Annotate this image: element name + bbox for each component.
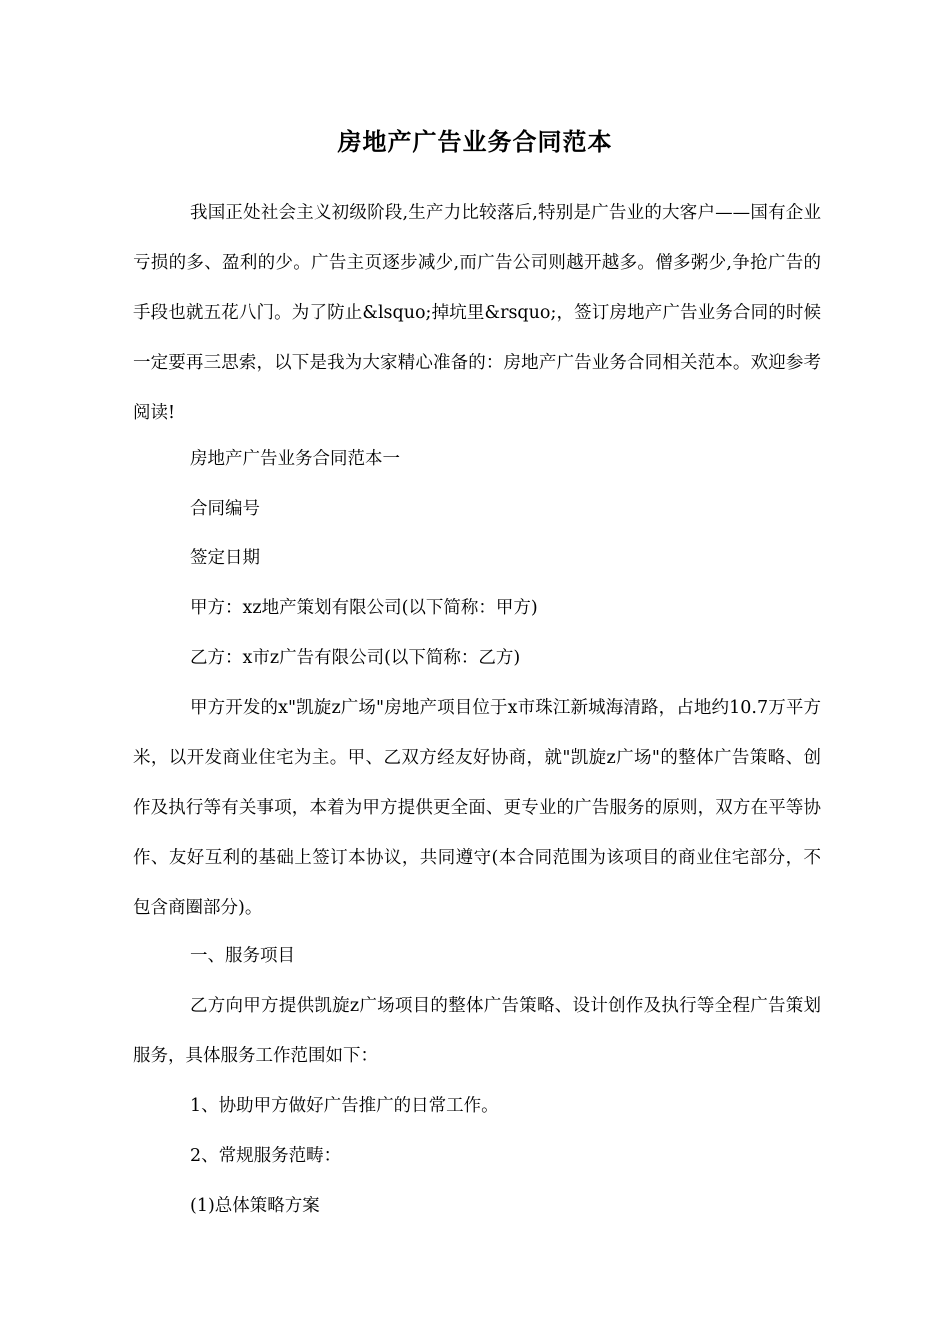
document-title: 房地产广告业务合同范本	[337, 128, 613, 156]
section-heading: 房地产广告业务合同范本一	[190, 449, 400, 469]
clause-1-heading: 一、服务项目	[190, 946, 295, 966]
list-item-2: 2、常规服务范畴：	[190, 1146, 342, 1166]
list-item-1: 1、协助甲方做好广告推广的日常工作。	[190, 1096, 499, 1116]
party-a-line: 甲方：xz地产策划有限公司(以下简称：甲方)	[190, 598, 538, 618]
contract-number-label: 合同编号	[190, 499, 260, 519]
party-b-line: 乙方：x市z广告有限公司(以下简称：乙方)	[190, 648, 521, 668]
intro-paragraph: 我国正处社会主义初级阶段,生产力比较落后,特别是广告业的大客户——国有企业亏损的多、盈利的少。广告主页逐步减少,而广告公司则越开越多。僧多粥少,争抢广告的手段也就五花八门。为了防止&lsquo;掉坑里&rsquo;，签订房地产广告业务合同的时候一定要再三思索，以下是我为大家精心准备的：房地产广告业务合同相关范本。欢迎参考阅读!	[133, 203, 821, 423]
clause-1-body: 乙方向甲方提供凯旋z广场项目的整体广告策略、设计创作及执行等全程广告策划服务，具体服务工作范围如下：	[133, 996, 821, 1066]
list-item-2-sub-1: (1)总体策略方案	[190, 1196, 320, 1216]
sign-date-label: 签定日期	[190, 548, 260, 568]
preamble-paragraph: 甲方开发的x"凯旋z广场"房地产项目位于x市珠江新城海清路，占地约10.7万平方米，以开发商业住宅为主。甲、乙双方经友好协商，就"凯旋z广场"的整体广告策略、创作及执行等有关事项，本着为甲方提供更全面、更专业的广告服务的原则，双方在平等协作、友好互利的基础上签订本协议，共同遵守(本合同范围为该项目的商业住宅部分，不包含商圈部分)。	[133, 698, 821, 918]
